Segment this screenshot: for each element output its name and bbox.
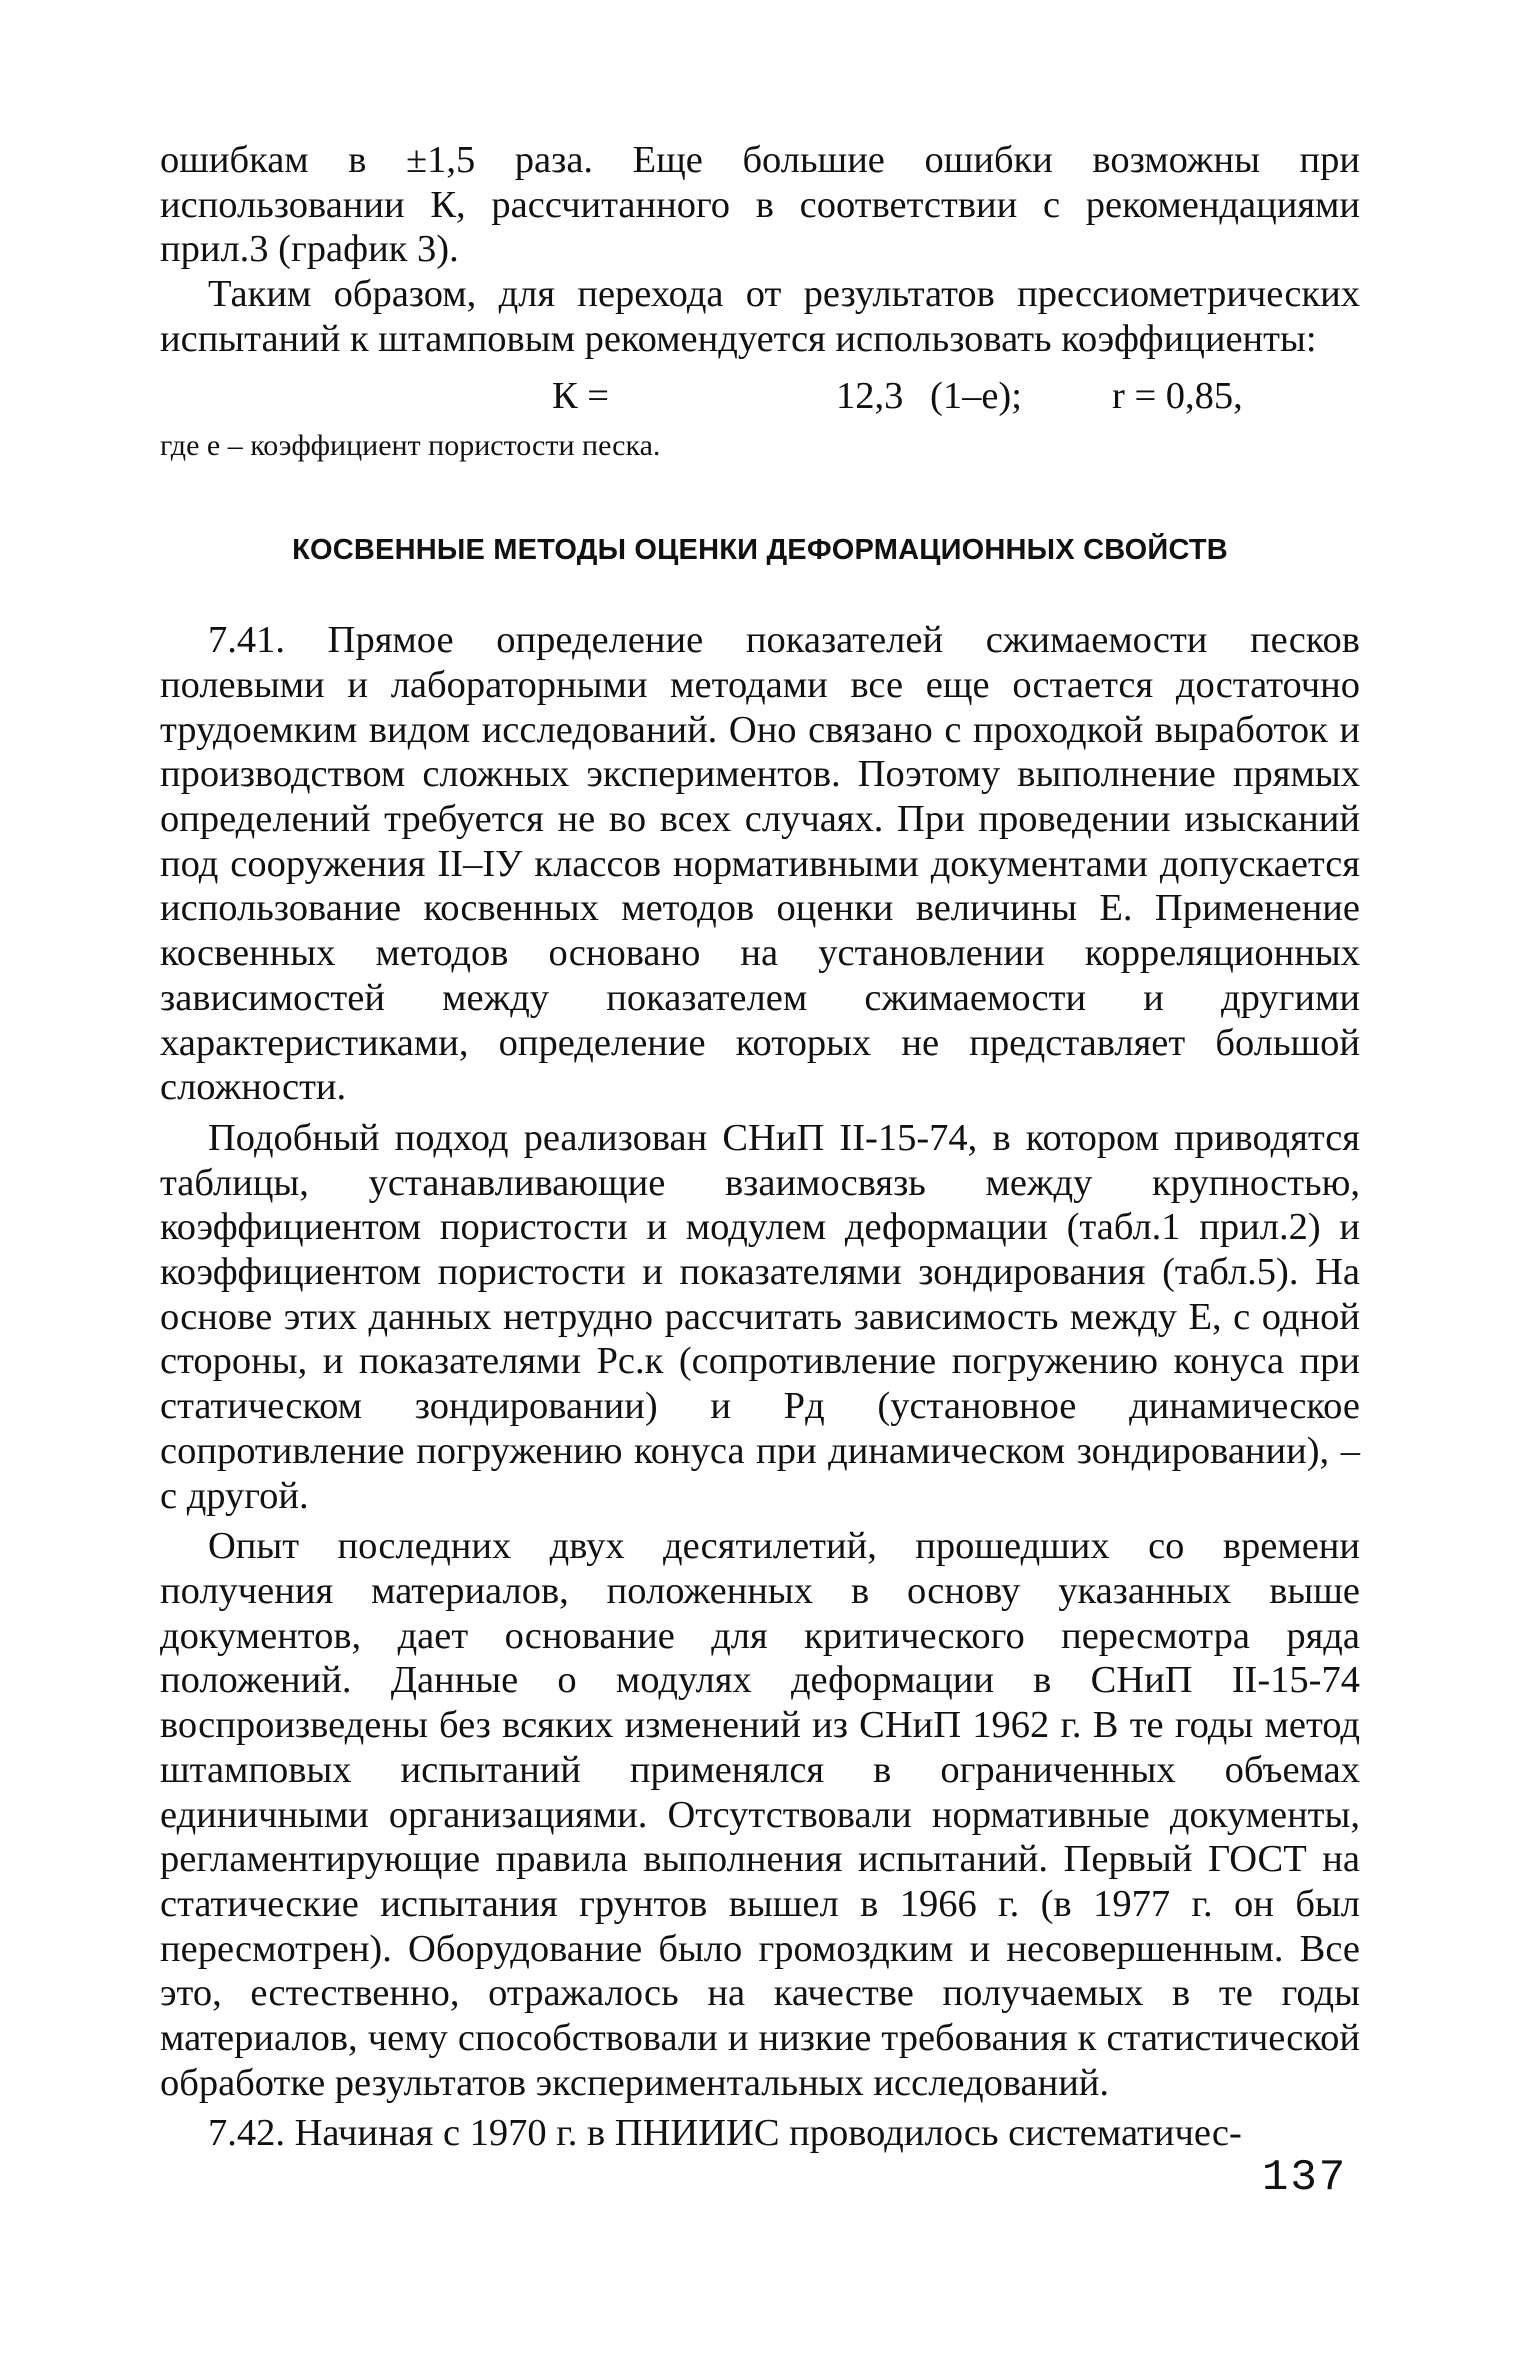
section-heading: КОСВЕННЫЕ МЕТОДЫ ОЦЕНКИ ДЕФОРМАЦИОННЫХ СВОЙСТВ <box>292 533 1228 566</box>
paragraph-snip-approach: Подобный подход реализован СНиП II-15-74, в котором приводятся таблицы, устанавливающие взаимосвязь между крупностью, коэффициентом пористости и модулем деформации (табл.1 прил.2) и коэффициентом пористости и показателями зондирования (табл.5). На основе этих данных нетрудно рассчитать зависимость между Е, с одной стороны, и показателями Pс.к (сопротивление погружению конуса при статическом зондировании) и Pд (установное динамическое сопротивление погружению конуса при динамическом зондировании), – с другой. <box>160 1116 1360 1517</box>
formula <box>160 366 1360 426</box>
formula-correlation: r = 0,85, <box>1112 374 1243 417</box>
paragraph-coefficients: Таким образом, для перехода от результатов прессиометрических испытаний к штамповым рекомендуется использовать коэффициенты: <box>160 273 1360 360</box>
page-number: 137 <box>1262 2153 1348 2203</box>
paragraph-continuation: ошибкам в ±1,5 раза. Еще большие ошибки возможны при использовании К, рассчитанного в соответствии с рекомендациями прил.3 (график 3). <box>160 139 1360 271</box>
page-body <box>160 138 1360 2156</box>
paragraph-7-41: 7.41. Прямое определение показателей сжимаемости песков полевыми и лабораторными методами все еще остается достаточно трудоемким видом исследований. Оно связано с проходкой выработок и производством сложных экспериментов. Поэтому выполнение прямых определений требуется не во всех случаях. При проведении изысканий под сооружения II–IУ классов нормативными документами допускается использование косвенных методов оценки величины Е. Применение косвенных методов основано на установлении корреляционных зависимостей между показателем сжимаемости и другими характеристиками, определение которых не представляет большой сложности. <box>160 619 1360 1109</box>
paragraph-experience: Опыт последних двух десятилетий, прошедших со времени получения материалов, положенных в основу указанных выше документов, дает основание для критического пересмотра ряда положений. Данные о модулях деформации в СНиП II-15-74 воспроизведены без всяких изменений из СНиП 1962 г. В те годы метод штамповых испытаний применялся в ограниченных объемах единичными организациями. Отсутствовали нормативные документы, регламентирующие правила выполнения испытаний. Первый ГОСТ на статические испытания грунтов вышел в 1966 г. (в 1977 г. он был пересмотрен). Оборудование было громоздким и несовершенным. Все это, естественно, отражалось на качестве получаемых в те годы материалов, чему способствовали и низкие требования к статистической обработке результатов экспериментальных исследований. <box>160 1525 1360 2104</box>
paragraph-7-42: 7.42. Начиная с 1970 г. в ПНИИИС проводилось систематичес- <box>208 2112 1242 2155</box>
formula-coefficient: 12,3 <box>836 374 904 417</box>
formula-expression: (1–е); <box>930 374 1022 417</box>
formula-where-note: где е – коэффициент пористости песка. <box>160 428 661 462</box>
formula-lhs: К = <box>552 374 610 417</box>
